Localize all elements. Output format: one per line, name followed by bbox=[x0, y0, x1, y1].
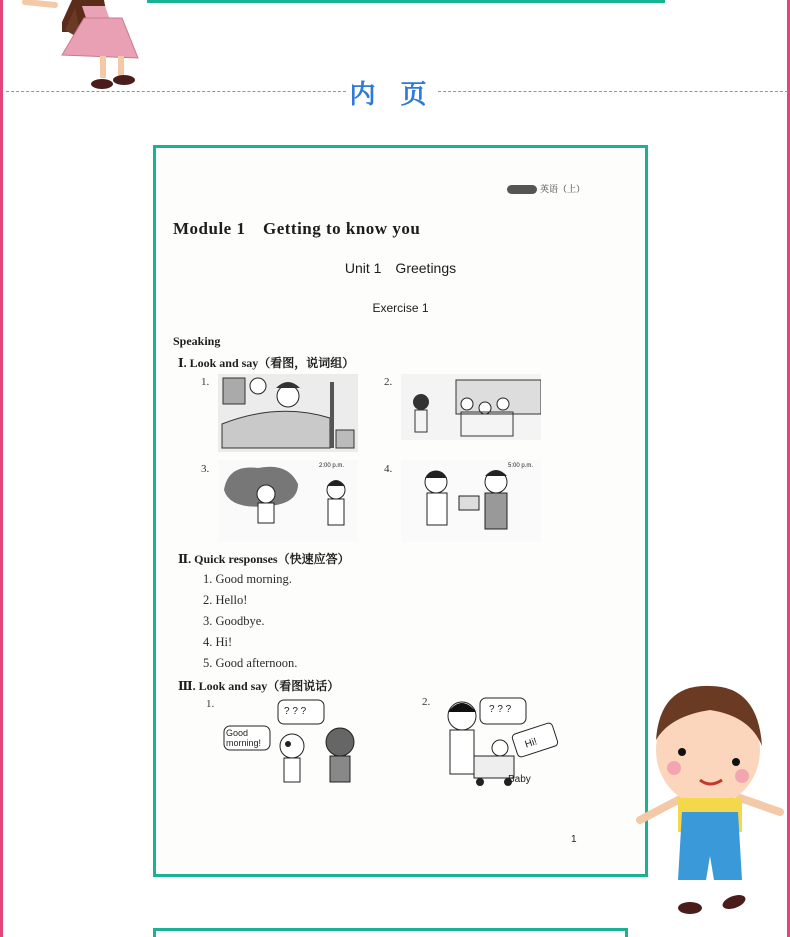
section-title: 内 页 bbox=[349, 80, 435, 110]
response-item: 1. Good morning. bbox=[203, 572, 292, 586]
bedroom-wakeup-picture bbox=[218, 374, 358, 452]
response-item: 4. Hi! bbox=[203, 635, 233, 649]
series-logo bbox=[507, 185, 537, 194]
scanned-page bbox=[156, 148, 645, 874]
part3-heading: Ⅲ. Look and say（看图说话） bbox=[178, 679, 340, 693]
dashed-divider-left bbox=[6, 91, 346, 92]
part1-item-number: 3. bbox=[201, 463, 210, 475]
part1-item-number: 1. bbox=[201, 376, 210, 388]
question-bubble: ? ? ? bbox=[284, 706, 307, 717]
top-frame-edge bbox=[147, 0, 665, 3]
dashed-divider-right bbox=[438, 91, 788, 92]
hi-bubble: Hi! bbox=[523, 736, 539, 751]
girl-illustration bbox=[20, 0, 150, 95]
evening-meeting-picture bbox=[401, 460, 541, 542]
unit-title: Unit 1 Greetings bbox=[344, 260, 457, 276]
page-number: 1 bbox=[571, 834, 577, 845]
part1-heading: Ⅰ. Look and say（看图，说词组） bbox=[178, 356, 355, 370]
question-bubble: ? ? ? bbox=[489, 704, 512, 715]
response-item: 2. Hello! bbox=[203, 593, 248, 607]
clock-time-label: 5:00 p.m. bbox=[508, 463, 534, 469]
part1-item-number: 4. bbox=[384, 463, 393, 475]
part2-heading: Ⅱ. Quick responses（快速应答） bbox=[178, 552, 350, 566]
school-gate-picture bbox=[401, 374, 541, 440]
sample-page-frame bbox=[153, 145, 648, 877]
header-tag-text: 英语（上） bbox=[539, 185, 585, 195]
part1-item-number: 2. bbox=[384, 376, 393, 388]
module-title: Module 1 Getting to know you bbox=[173, 219, 421, 238]
left-border bbox=[0, 0, 3, 937]
good-morning-bubble: Good morning! bbox=[226, 728, 262, 748]
exercise-title: Exercise 1 bbox=[372, 301, 429, 315]
next-page-frame bbox=[153, 928, 628, 937]
clock-time-label: 2:00 p.m. bbox=[319, 463, 345, 469]
speaking-label: Speaking bbox=[173, 334, 221, 348]
book-header-tag bbox=[507, 182, 585, 195]
part3-item-number: 1. bbox=[206, 698, 215, 710]
boy-illustration bbox=[630, 680, 788, 920]
park-afternoon-picture bbox=[218, 460, 358, 542]
response-item: 5. Good afternoon. bbox=[203, 656, 298, 670]
baby-label: Baby bbox=[508, 774, 531, 785]
part3-item-number: 2. bbox=[422, 696, 431, 708]
response-item: 3. Goodbye. bbox=[203, 614, 265, 628]
